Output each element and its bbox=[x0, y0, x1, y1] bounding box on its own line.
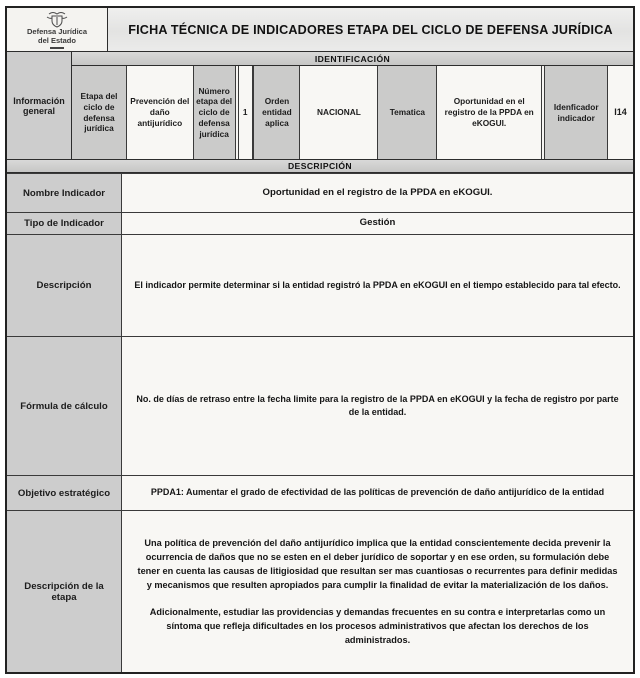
nombre-indicador-value: Oportunidad en el registro de la PPDA en eKOGUI. bbox=[122, 174, 633, 212]
identification-band: IDENTIFICACIÓN bbox=[72, 52, 633, 66]
orden-entidad-value: NACIONAL bbox=[299, 66, 378, 159]
description-band: DESCRIPCIÓN bbox=[7, 159, 633, 173]
agency-logo bbox=[7, 8, 108, 51]
info-general-label: Información general bbox=[7, 52, 72, 159]
logo-text-line1: Defensa Jurídica bbox=[26, 26, 88, 36]
descripcion-label: Descripción bbox=[7, 235, 122, 336]
objetivo-estrategico-value: PPDA1: Aumentar el grado de efectividad de las políticas de prevención de daño antijurídico de la entidad bbox=[122, 476, 633, 510]
tematica-header: Tematica bbox=[377, 66, 437, 159]
nombre-indicador-label: Nombre Indicador bbox=[7, 174, 122, 212]
descripcion-value: El indicador permite determinar si la entidad registró la PPDA en eKOGUI en el tiempo establecido para tal efecto. bbox=[122, 235, 633, 336]
tipo-indicador-label: Tipo de Indicador bbox=[7, 213, 122, 234]
descripcion-etapa-paragraph-1: Una política de prevención del daño antijurídico implica que la entidad conscientemente decida prevenir la ocurrencia de daños que no se esten en el deber jurídico de soportar y en ese orden, su formulación debe tener en cuenta las causas de litigiosidad que resultan ser mas cuantiosas o recurrentes para definir medidas y mecanismos que resulten apropiados para cumplir la finalidad de evitar la materialización de los daños. bbox=[137, 537, 618, 591]
identificador-value: I14 bbox=[607, 66, 633, 159]
logo-text-line2: del Estado bbox=[38, 35, 76, 45]
document-header bbox=[7, 8, 633, 51]
row-descripcion bbox=[7, 234, 633, 336]
formula-calculo-value: No. de días de retraso entre la fecha limite para la registro de la PPDA en eKOGUI y la fecha de registro por parte de la entidad. bbox=[122, 337, 633, 475]
row-objetivo-estrategico bbox=[7, 475, 633, 510]
etapa-ciclo-value: Prevención del daño antijurídico bbox=[126, 66, 194, 159]
etapa-ciclo-header: Etapa del ciclo de defensa jurídica bbox=[72, 66, 127, 159]
objetivo-estrategico-label: Objetivo estratégico bbox=[7, 476, 122, 510]
orden-entidad-header: Orden entidad aplica bbox=[253, 66, 300, 159]
descripcion-etapa-value bbox=[122, 511, 633, 672]
ficha-tecnica-document bbox=[5, 6, 635, 674]
logo-underline bbox=[50, 47, 64, 49]
numero-etapa-header: Número etapa del ciclo de defensa jurídica bbox=[193, 66, 236, 159]
row-formula-calculo bbox=[7, 336, 633, 475]
identification-section bbox=[7, 51, 633, 159]
row-tipo-indicador bbox=[7, 212, 633, 234]
identification-cells bbox=[72, 66, 633, 159]
tipo-indicador-value: Gestión bbox=[122, 213, 633, 234]
formula-calculo-label: Fórmula de cálculo bbox=[7, 337, 122, 475]
identificador-header: Idenficador indicador bbox=[544, 66, 608, 159]
row-descripcion-etapa bbox=[7, 510, 633, 672]
coat-of-arms-icon bbox=[46, 11, 68, 28]
row-nombre-indicador bbox=[7, 173, 633, 212]
tematica-value: Oportunidad en el registro de la PPDA en eKOGUI. bbox=[436, 66, 542, 159]
numero-etapa-value: 1 bbox=[238, 66, 253, 159]
descripcion-etapa-paragraph-2: Adicionalmente, estudiar las providencias y demandas frecuentes en su contra e interpretarlas como un síntoma que refleja dificultades en los procesos administrativos que afectan los derechos de los administrados. bbox=[149, 606, 606, 646]
descripcion-etapa-label: Descripción de la etapa bbox=[7, 511, 122, 672]
page-title: FICHA TÉCNICA DE INDICADORES ETAPA DEL CICLO DE DEFENSA JURÍDICA bbox=[108, 8, 633, 51]
